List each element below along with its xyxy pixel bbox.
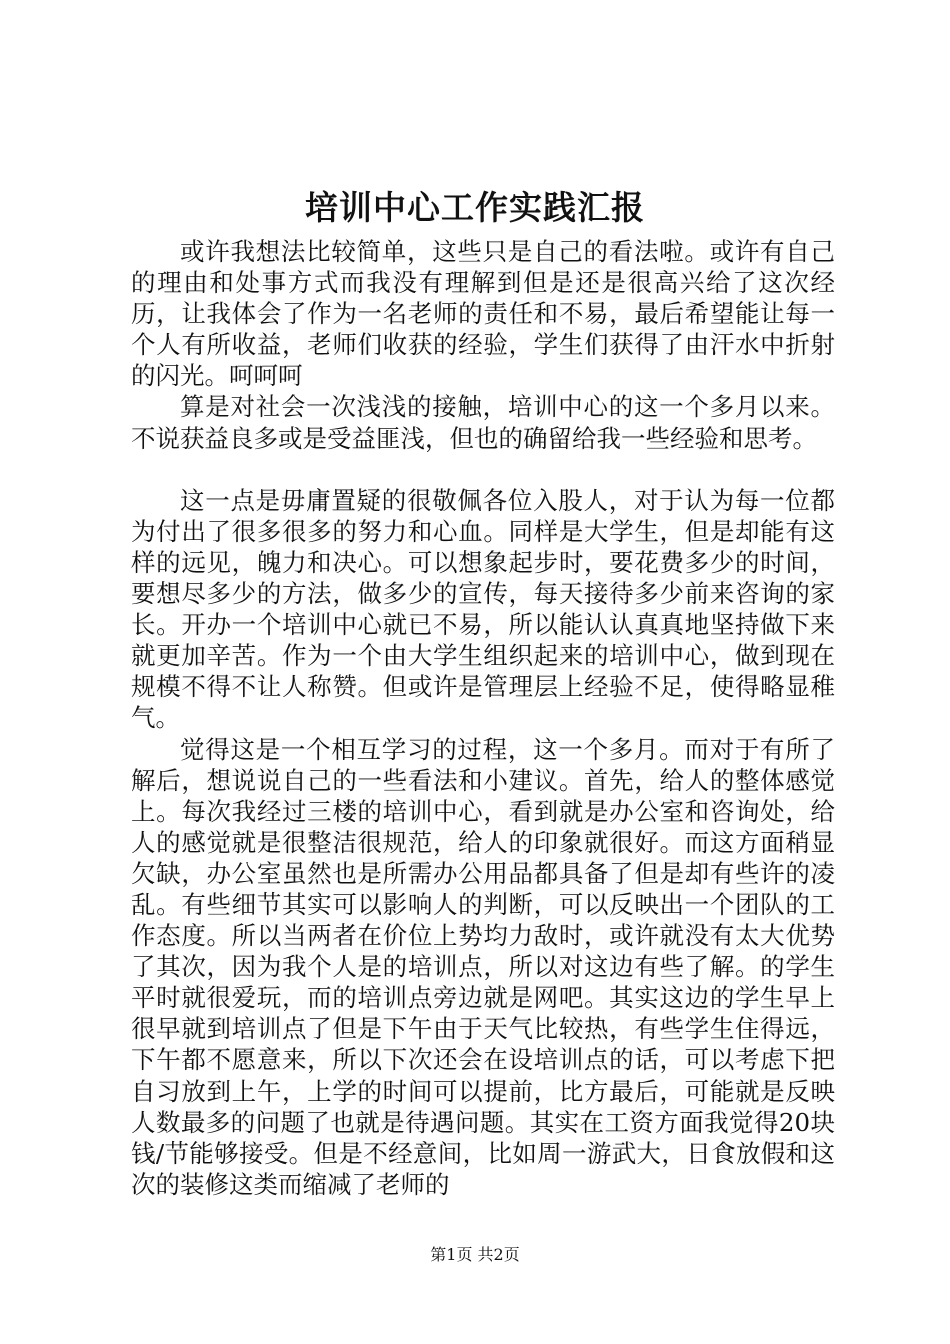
document-title: 培训中心工作实践汇报 [305, 188, 645, 227]
paragraph-4: 觉得这是一个相互学习的过程，这一个多月。而对于有所了解后，想说说自己的一些看法和小建议。首先，给人的整体感觉上。每次我经过三楼的培训中心，看到就是办公室和咨询处，给人的感觉就是很整洁很规范，给人的印象就很好。而这方面稍显欠缺，办公室虽然也是所需办公用品都具备了但是却有些许的凌乱。有些细节其实可以影响人的判断，可以反映出一个团队的工作态度。所以当两者在价位上势均力敌时，或许就没有太大优势了其次，因为我个人是的培训点，所以对这边有些了解。的学生平时就很爱玩，而的培训点旁边就是网吧。其实这边的学生早上很早就到培训点了但是下午由于天气比较热，有些学生住得远，下午都不愿意来，所以下次还会在设培训点的话，可以考虑下把自习放到上午，上学的时间可以提前，比方最后，可能就是反映人数最多的问题了也就是待遇问题。其实在工资方面我觉得20块钱/节能够接受。但是不经意间，比如周一游武大，日食放假和这次的装修这类而缩减了老师的 [131, 734, 835, 1199]
paragraph-spacer [131, 454, 835, 485]
paragraph-2: 算是对社会一次浅浅的接触，培训中心的这一个多月以来。不说获益良多或是受益匪浅，但也的确留给我一些经验和思考。 [131, 392, 835, 453]
paragraph-1: 或许我想法比较简单，这些只是自己的看法啦。或许有自己的理由和处事方式而我没有理解到但是还是很高兴给了这次经历，让我体会了作为一名老师的责任和不易，最后希望能让每一个人有所收益，老师们收获的经验，学生们获得了由汗水中折射的闪光。呵呵呵 [131, 237, 835, 391]
document-body [131, 236, 835, 1200]
paragraph-3: 这一点是毋庸置疑的很敬佩各位入股人，对于认为每一位都为付出了很多很多的努力和心血。同样是大学生，但是却能有这样的远见，魄力和决心。可以想象起步时，要花费多少的时间，要想尽多少的方法，做多少的宣传，每天接待多少前来咨询的家长。开办一个培训中心就已不易，所以能认认真真地坚持做下来就更加辛苦。作为一个由大学生组织起来的培训中心，做到现在规模不得不让人称赞。但或许是管理层上经验不足，使得略显稚气。 [131, 485, 835, 733]
page-footer: 第1页 共2页 [430, 1245, 520, 1264]
